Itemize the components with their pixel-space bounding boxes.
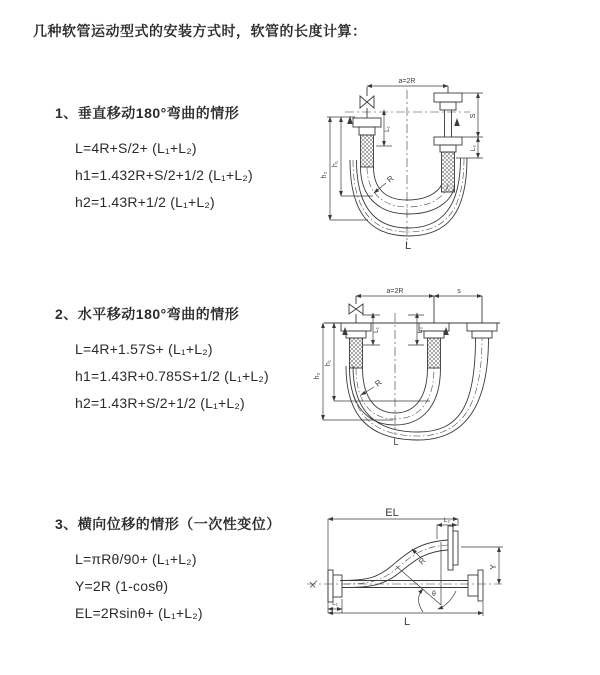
right-pipe bbox=[434, 86, 462, 192]
dim-label-s: S bbox=[468, 113, 477, 119]
u-bend-arcs bbox=[346, 338, 489, 440]
diagram-lateral-displacement bbox=[295, 495, 600, 655]
formula-line: Y=2R (1-cosθ) bbox=[75, 578, 169, 594]
pipe-extensions bbox=[434, 296, 482, 323]
dim-label-h1: h₁ bbox=[325, 359, 332, 367]
dimension-lines bbox=[323, 296, 482, 420]
formula-line: L=4R+1.57S+ (L₁+L₂) bbox=[75, 341, 213, 357]
dim-label-l: L bbox=[404, 240, 412, 252]
diagram-horizontal-180-bend bbox=[310, 283, 600, 468]
dim-label-y: Y bbox=[489, 564, 498, 570]
diagram-labels bbox=[332, 507, 498, 628]
valve-icon bbox=[349, 304, 363, 314]
radius-leader bbox=[361, 387, 374, 395]
dim-label-l1: L₁ bbox=[384, 126, 391, 132]
dim-label-h1: h₁ bbox=[332, 160, 339, 168]
braided-hose bbox=[350, 338, 363, 368]
dim-label-l: L bbox=[403, 616, 411, 628]
dim-label-el: EL bbox=[385, 507, 399, 519]
dim-label-h2: h₂ bbox=[321, 171, 328, 179]
formula-line: h2=1.43R+S/2+1/2 (L₁+L₂) bbox=[75, 395, 245, 411]
dim-label-l2: L₂ bbox=[443, 517, 451, 524]
dim-label-l2: L₂ bbox=[417, 326, 424, 334]
right-flange bbox=[468, 570, 483, 601]
section-heading: 3、横向位移的情形（一次性变位） bbox=[55, 516, 281, 532]
diagram-vertical-180-bend bbox=[315, 72, 585, 257]
section-heading: 2、水平移动180°弯曲的情形 bbox=[55, 306, 240, 322]
formula-line: h1=1.43R+0.785S+1/2 (L₁+L₂) bbox=[75, 368, 269, 384]
dim-label-l: L bbox=[393, 437, 399, 447]
dim-label-h2: h₂ bbox=[314, 372, 321, 380]
formula-line: h1=1.432R+S/2+1/2 (L₁+L₂) bbox=[75, 167, 253, 183]
dim-label-s: s bbox=[457, 288, 461, 295]
page-title: 几种软管运动型式的安装方式时，软管的长度计算： bbox=[33, 23, 367, 39]
section-lateral-displacement bbox=[55, 514, 325, 632]
dim-label-r: R bbox=[373, 377, 384, 389]
dimension-lines bbox=[328, 519, 503, 616]
section-heading: 1、垂直移动180°弯曲的情形 bbox=[55, 105, 240, 121]
dim-label-theta: θ bbox=[432, 591, 436, 598]
braided-hose bbox=[361, 135, 374, 167]
dim-label-r: R bbox=[417, 556, 428, 567]
dim-label-r: R bbox=[385, 173, 396, 185]
braided-hose bbox=[428, 338, 441, 368]
formula-line: L=4R+S/2+ (L₁+L₂) bbox=[75, 140, 197, 156]
left-flange bbox=[353, 118, 381, 167]
dim-label-span: a=2R bbox=[386, 288, 404, 295]
direction-arrow-icon bbox=[454, 118, 460, 126]
dim-label-l1: L₁ bbox=[332, 600, 338, 607]
angle-construction bbox=[396, 542, 456, 612]
formula-line: h2=1.43R+1/2 (L₁+L₂) bbox=[75, 194, 215, 210]
left-flange bbox=[328, 570, 342, 602]
upper-flange bbox=[448, 526, 458, 570]
formula-line: EL=2Rsinθ+ (L₁+L₂) bbox=[75, 605, 203, 621]
hose-assembly bbox=[324, 296, 500, 440]
dim-label-l1: L₁ bbox=[373, 327, 380, 333]
section-horizontal-180 bbox=[55, 304, 325, 422]
right-flange bbox=[467, 323, 497, 338]
radius-leader bbox=[374, 183, 386, 193]
formula-line: L=πRθ/90+ (L₁+L₂) bbox=[75, 551, 197, 567]
dim-label-l2: L₂ bbox=[470, 144, 477, 152]
dim-label-span: a=2R bbox=[398, 78, 416, 85]
valve-icon bbox=[360, 96, 374, 108]
section-vertical-180 bbox=[55, 103, 325, 221]
